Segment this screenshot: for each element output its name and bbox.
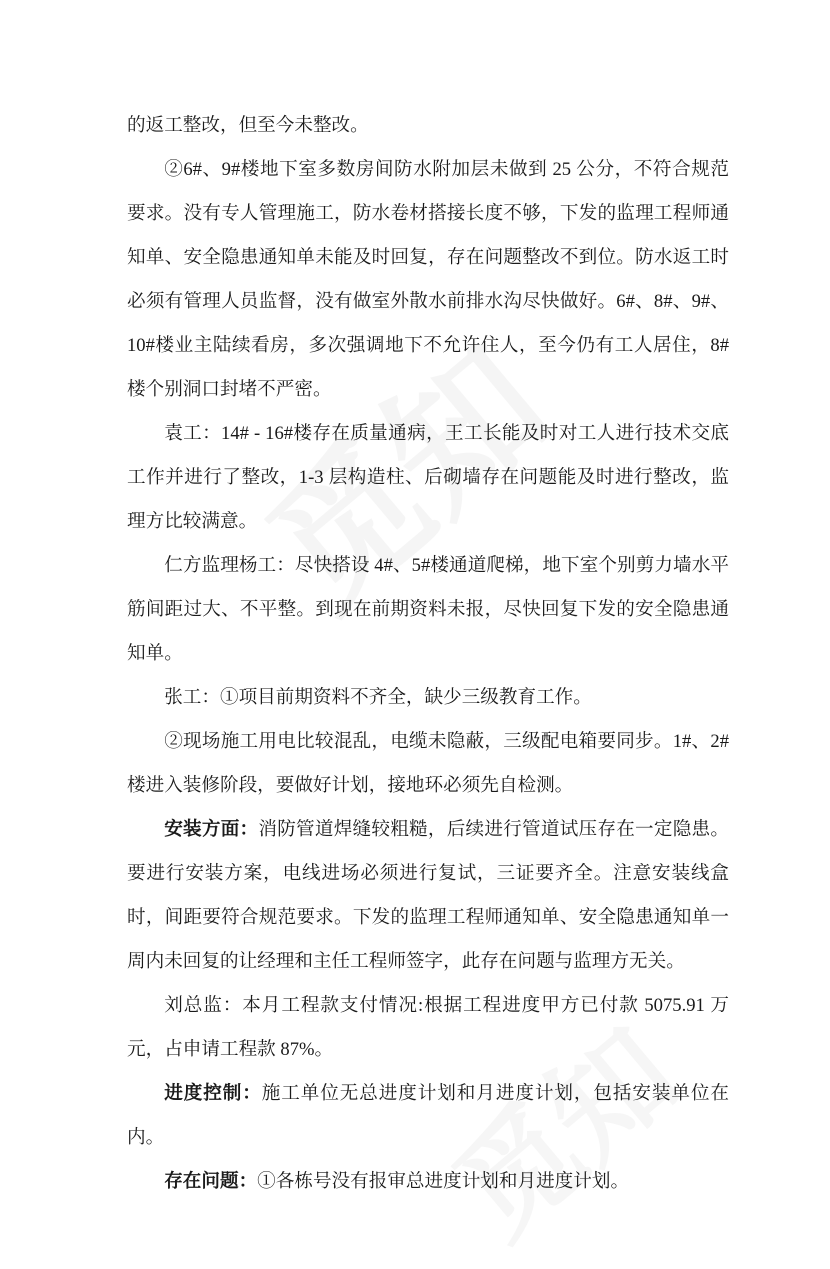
paragraph-text: 消防管道焊缝较粗糙，后续进行管道试压存在一定隐患。要进行安装方案，电线进场必须进行复试，三证要齐全。注意安装线盒时，间距要符合规范要求。下发的监理工程师通知单、安全隐患通知单一周内未回复的让经理和主任工程师签字，此存在问题与监理方无关。 <box>127 819 729 972</box>
paragraph <box>127 1160 729 1204</box>
paragraph-heading: 安装方面： <box>164 819 259 840</box>
paragraph-text: 施工单位无总进度计划和月进度计划，包括安装单位在内。 <box>127 1083 729 1148</box>
document-page <box>127 104 729 1204</box>
paragraph <box>127 720 729 808</box>
paragraph <box>127 676 729 720</box>
paragraph-text: 袁工：14# - 16#楼存在质量通病，王工长能及时对工人进行技术交底工作并进行了整改，1-3 层构造柱、后砌墙存在问题能及时进行整改，监理方比较满意。 <box>127 423 729 532</box>
paragraph <box>127 1072 729 1160</box>
paragraph <box>127 104 729 148</box>
paragraph <box>127 412 729 544</box>
paragraph <box>127 148 729 412</box>
paragraph-text: 仁方监理杨工：尽快搭设 4#、5#楼通道爬梯，地下室个别剪力墙水平筋间距过大、不平整。到现在前期资料未报，尽快回复下发的安全隐患通知单。 <box>127 555 729 664</box>
paragraph <box>127 544 729 676</box>
paragraph-heading: 存在问题： <box>164 1171 258 1192</box>
paragraph-heading: 进度控制： <box>164 1083 262 1104</box>
paragraph-text: ①各栋号没有报审总进度计划和月进度计划。 <box>257 1171 630 1192</box>
paragraph <box>127 984 729 1072</box>
paragraph-text: 刘总监：本月工程款支付情况:根据工程进度甲方已付款 5075.91 万元，占申请工程款 87%。 <box>127 995 729 1060</box>
paragraph <box>127 808 729 984</box>
paragraph-text: 张工：①项目前期资料不齐全，缺少三级教育工作。 <box>164 687 592 708</box>
paragraph-text: ②现场施工用电比较混乱，电缆未隐蔽，三级配电箱要同步。1#、2#楼进入装修阶段，要做好计划，接地环必须先自检测。 <box>127 731 729 796</box>
paragraph-text: 的返工整改，但至今未整改。 <box>127 115 369 136</box>
paragraph-text: ②6#、9#楼地下室多数房间防水附加层未做到 25 公分，不符合规范要求。没有专人管理施工，防水卷材搭接长度不够，下发的监理工程师通知单、安全隐患通知单未能及时回复，存在问题整改不到位。防水返工时必须有管理人员监督，没有做室外散水前排水沟尽快做好。6#、8#、9#、10#楼业主陆续看房，多次强调地下不允许住人，至今仍有工人居住，8#楼个别洞口封堵不严密。 <box>127 159 729 400</box>
